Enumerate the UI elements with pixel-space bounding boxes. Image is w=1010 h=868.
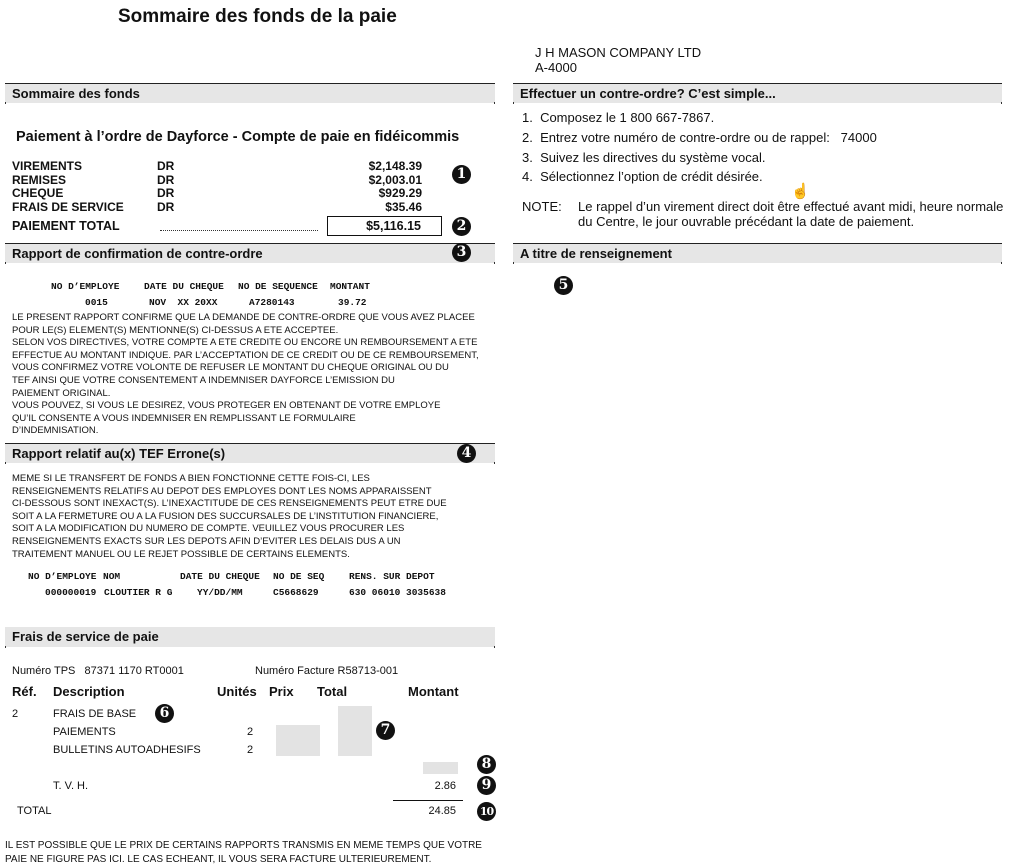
fund-row-label: CHEQUE — [12, 186, 64, 200]
body-line: POUR LE(S) ELEMENT(S) MENTIONNE(S) CI-DESSUS A ETE ACCEPTEE. — [12, 324, 339, 336]
redacted-subtotal — [423, 762, 458, 774]
eft-col-name: NOM — [103, 571, 121, 582]
note-text: Le rappel d’un virement direct doit être effectué avant midi, heure normale du Centre, le jour ouvrable précédant la date de paiement. — [578, 199, 1004, 229]
section-header-eft-report: Rapport relatif au(x) TEF Errone(s) — [5, 443, 495, 463]
gst-number: 87371 1170 RT0001 — [84, 665, 184, 677]
eft-col-employee: NO D’EMPLOYE — [28, 571, 97, 582]
fund-row-amount: $35.46 — [385, 199, 422, 214]
gst-number-row — [12, 665, 184, 677]
marker-6-icon: 6 — [155, 704, 174, 723]
marker-2-icon: 2 — [452, 217, 471, 236]
body-line: LE PRESENT RAPPORT CONFIRME QUE LA DEMANDE DE CONTRE-ORDRE QUE VOUS AVEZ PLACEE — [12, 312, 475, 323]
body-line: VOUS POUVEZ, SI VOUS LE DESIREZ, VOUS PROTEGER EN OBTENANT DE VOTRE EMPLOYE — [12, 400, 441, 412]
stop-payment-col-date: DATE DU CHEQUE — [144, 281, 224, 292]
stop-payment-col-employee: NO D’EMPLOYE — [51, 281, 120, 292]
redacted-total — [338, 706, 372, 756]
tax-amount: 2.86 — [434, 780, 456, 792]
eft-col-date: DATE DU CHEQUE — [180, 571, 260, 582]
stop-payment-cheque-date: NOV XX 20XX — [149, 297, 218, 308]
fund-row-type: DR — [157, 199, 175, 214]
total-payment-amount: $5,116.15 — [327, 216, 442, 236]
stop-payment-employee-no: 0015 — [85, 297, 108, 308]
item-description: BULLETINS AUTOADHESIFS — [53, 744, 201, 756]
marker-3-icon: 3 — [452, 243, 471, 262]
redacted-price — [276, 725, 320, 756]
stop-payment-amount: 39.72 — [338, 297, 367, 308]
body-line: SOIT A LA MODIFICATION DU NUMERO DE COMPTE. VEUILLEZ VOUS PROCURER LES — [12, 523, 405, 535]
eft-col-deposit: RENS. SUR DEPOT — [349, 571, 435, 582]
invoice-label: Numéro Facture — [255, 665, 335, 677]
eft-cheque-date: YY/DD/MM — [197, 587, 243, 598]
tax-label: T. V. H. — [53, 780, 89, 792]
hand-pointer-icon: ☝ — [791, 183, 810, 200]
fund-row-amount: $2,003.01 — [368, 172, 422, 187]
eft-employee-name: CLOUTIER R G — [104, 587, 173, 598]
stop-payment-col-amount: MONTANT — [330, 281, 370, 292]
body-line: PAIEMENT ORIGINAL. — [12, 387, 111, 399]
item-description: PAIEMENTS — [53, 726, 116, 738]
section-header-fund-summary: Sommaire des fonds — [5, 83, 495, 103]
gst-label: Numéro TPS — [12, 665, 76, 677]
footnote-line: PAIE NE FIGURE PAS ICI. LE CAS ECHEANT, IL VOUS SERA FACTURE ULTERIEUREMENT. — [5, 854, 432, 865]
section-header-stop-payment-report: Rapport de confirmation de contre-ordre — [5, 243, 495, 263]
body-line: D’INDEMNISATION. — [12, 425, 99, 437]
total-rule — [393, 800, 463, 801]
dotted-leader — [160, 230, 318, 231]
section-header-stop-payment-howto: Effectuer un contre-ordre? C’est simple... — [513, 83, 1002, 103]
total-payment-label: PAIEMENT TOTAL — [12, 219, 120, 233]
page-title: Sommaire des fonds de la paie — [118, 6, 397, 27]
step-item: 4. Sélectionnez l’option de crédit désirée. — [522, 169, 763, 185]
marker-5-icon: 5 — [554, 276, 573, 295]
body-line: SELON VOS DIRECTIVES, VOTRE COMPTE A ETE CREDITE OU ENCORE UN REMBOURSEMENT A ETE — [12, 337, 478, 349]
eft-col-sequence: NO DE SEQ — [273, 571, 325, 582]
footnote — [5, 839, 482, 867]
footnote-line: IL EST POSSIBLE QUE LE PRIX DE CERTAINS RAPPORTS TRANSMIS EN MEME TEMPS QUE VOTRE — [5, 840, 482, 851]
body-line: EFFECTUE AU MONTANT INDIQUE. PAR L’ACCEPTATION DE CE CREDIT OU DE CE REMBOURSEMENT, — [12, 349, 479, 361]
stop-payment-col-sequence: NO DE SEQUENCE — [238, 281, 318, 292]
fees-total-amount: 24.85 — [428, 805, 456, 817]
body-line: VOUS CONFIRMEZ VOTRE VOLONTE DE REFUSER LE MONTANT DU CHEQUE ORIGINAL OU DU — [12, 362, 449, 374]
company-info — [535, 45, 701, 75]
col-total: Total — [317, 684, 348, 699]
marker-1-icon: 1 — [452, 165, 471, 184]
note-label: NOTE: — [522, 199, 562, 214]
marker-7-icon: 7 — [376, 721, 395, 740]
body-line: CI-DESSOUS SONT INEXACT(S). L’INEXACTITUDE DE CES RENSEIGNEMENTS PEUT ETRE DUE — [12, 498, 447, 510]
eft-deposit-info: 630 06010 3035638 — [349, 587, 446, 598]
col-ref: Réf. — [12, 684, 37, 699]
company-name: J H MASON COMPANY LTD — [535, 45, 702, 60]
col-amount: Montant — [408, 684, 459, 699]
item-description: FRAIS DE BASE — [53, 708, 137, 720]
body-line: RENSEIGNEMENTS EXACTS SUR LES DEPOTS AFIN D’EVITER LES DELAIS DUS A UN — [12, 535, 401, 547]
stop-payment-sequence-no: A7280143 — [249, 297, 295, 308]
step-item: 1. Composez le 1 800 667-7867. — [522, 110, 715, 125]
fund-row-label: VIREMENTS — [12, 159, 83, 173]
col-price: Prix — [269, 684, 294, 699]
company-code: A-4000 — [535, 60, 577, 75]
fees-total-label: TOTAL — [17, 805, 52, 817]
fund-row-label: FRAIS DE SERVICE — [12, 199, 124, 214]
body-line: SOIT A LA FERMETURE OU A LA FUSION DES SUCCURSALES DE L’INSTITUTION FINANCIERE, — [12, 510, 439, 522]
body-line: QU’IL CONSENTE A VOUS INDEMNISER EN REMPLISSANT LE FORMULAIRE — [12, 412, 356, 424]
fund-row-type: DR — [157, 172, 175, 187]
section-header-service-fees: Frais de service de paie — [5, 627, 495, 647]
step-item: 2. Entrez votre numéro de contre-ordre ou de rappel: 74000 — [522, 129, 877, 145]
stop-payment-steps — [522, 108, 877, 187]
fund-row-amount: $929.29 — [378, 186, 422, 200]
eft-sequence-no: C5668629 — [273, 587, 319, 598]
section-header-info: A titre de renseignement — [513, 243, 1002, 263]
stop-payment-body — [12, 312, 502, 438]
body-line: TRAITEMENT MANUEL OU LE REJET POSSIBLE DE CERTAINS ELEMENTS. — [12, 548, 350, 560]
fund-row-type: DR — [157, 186, 175, 200]
item-units: 2 — [247, 726, 254, 738]
invoice-number: R58713-001 — [337, 665, 399, 677]
marker-9-icon: 9 — [477, 776, 496, 795]
eft-report-body — [12, 473, 502, 561]
fund-summary-subtitle: Paiement à l’ordre de Dayforce - Compte de paie en fidéicommis — [16, 129, 460, 145]
fund-row-amount: $2,148.39 — [368, 159, 422, 173]
marker-4-icon: 4 — [457, 444, 476, 463]
col-description: Description — [53, 684, 125, 699]
body-line: MEME SI LE TRANSFERT DE FONDS A BIEN FONCTIONNE CETTE FOIS-CI, LES — [12, 473, 370, 484]
fund-row-label: REMISES — [12, 172, 67, 187]
item-ref: 2 — [12, 708, 19, 720]
fund-row-type: DR — [157, 159, 175, 173]
marker-8-icon: 8 — [477, 755, 496, 774]
step-item: 3. Suivez les directives du système vocal. — [522, 149, 766, 165]
eft-employee-no: 000000019 — [45, 587, 97, 598]
body-line: RENSEIGNEMENTS RELATIFS AU DEPOT DES EMPLOYES DONT LES NOMS APPARAISSENT — [12, 485, 432, 497]
item-units: 2 — [247, 744, 254, 756]
body-line: TEF AINSI QUE VOTRE CONSENTEMENT A INDEMNISER DAYFORCE L’EMISSION DU — [12, 374, 395, 386]
invoice-number-row — [255, 665, 398, 677]
col-units: Unités — [217, 684, 257, 699]
marker-10-icon: 10 — [477, 802, 496, 821]
